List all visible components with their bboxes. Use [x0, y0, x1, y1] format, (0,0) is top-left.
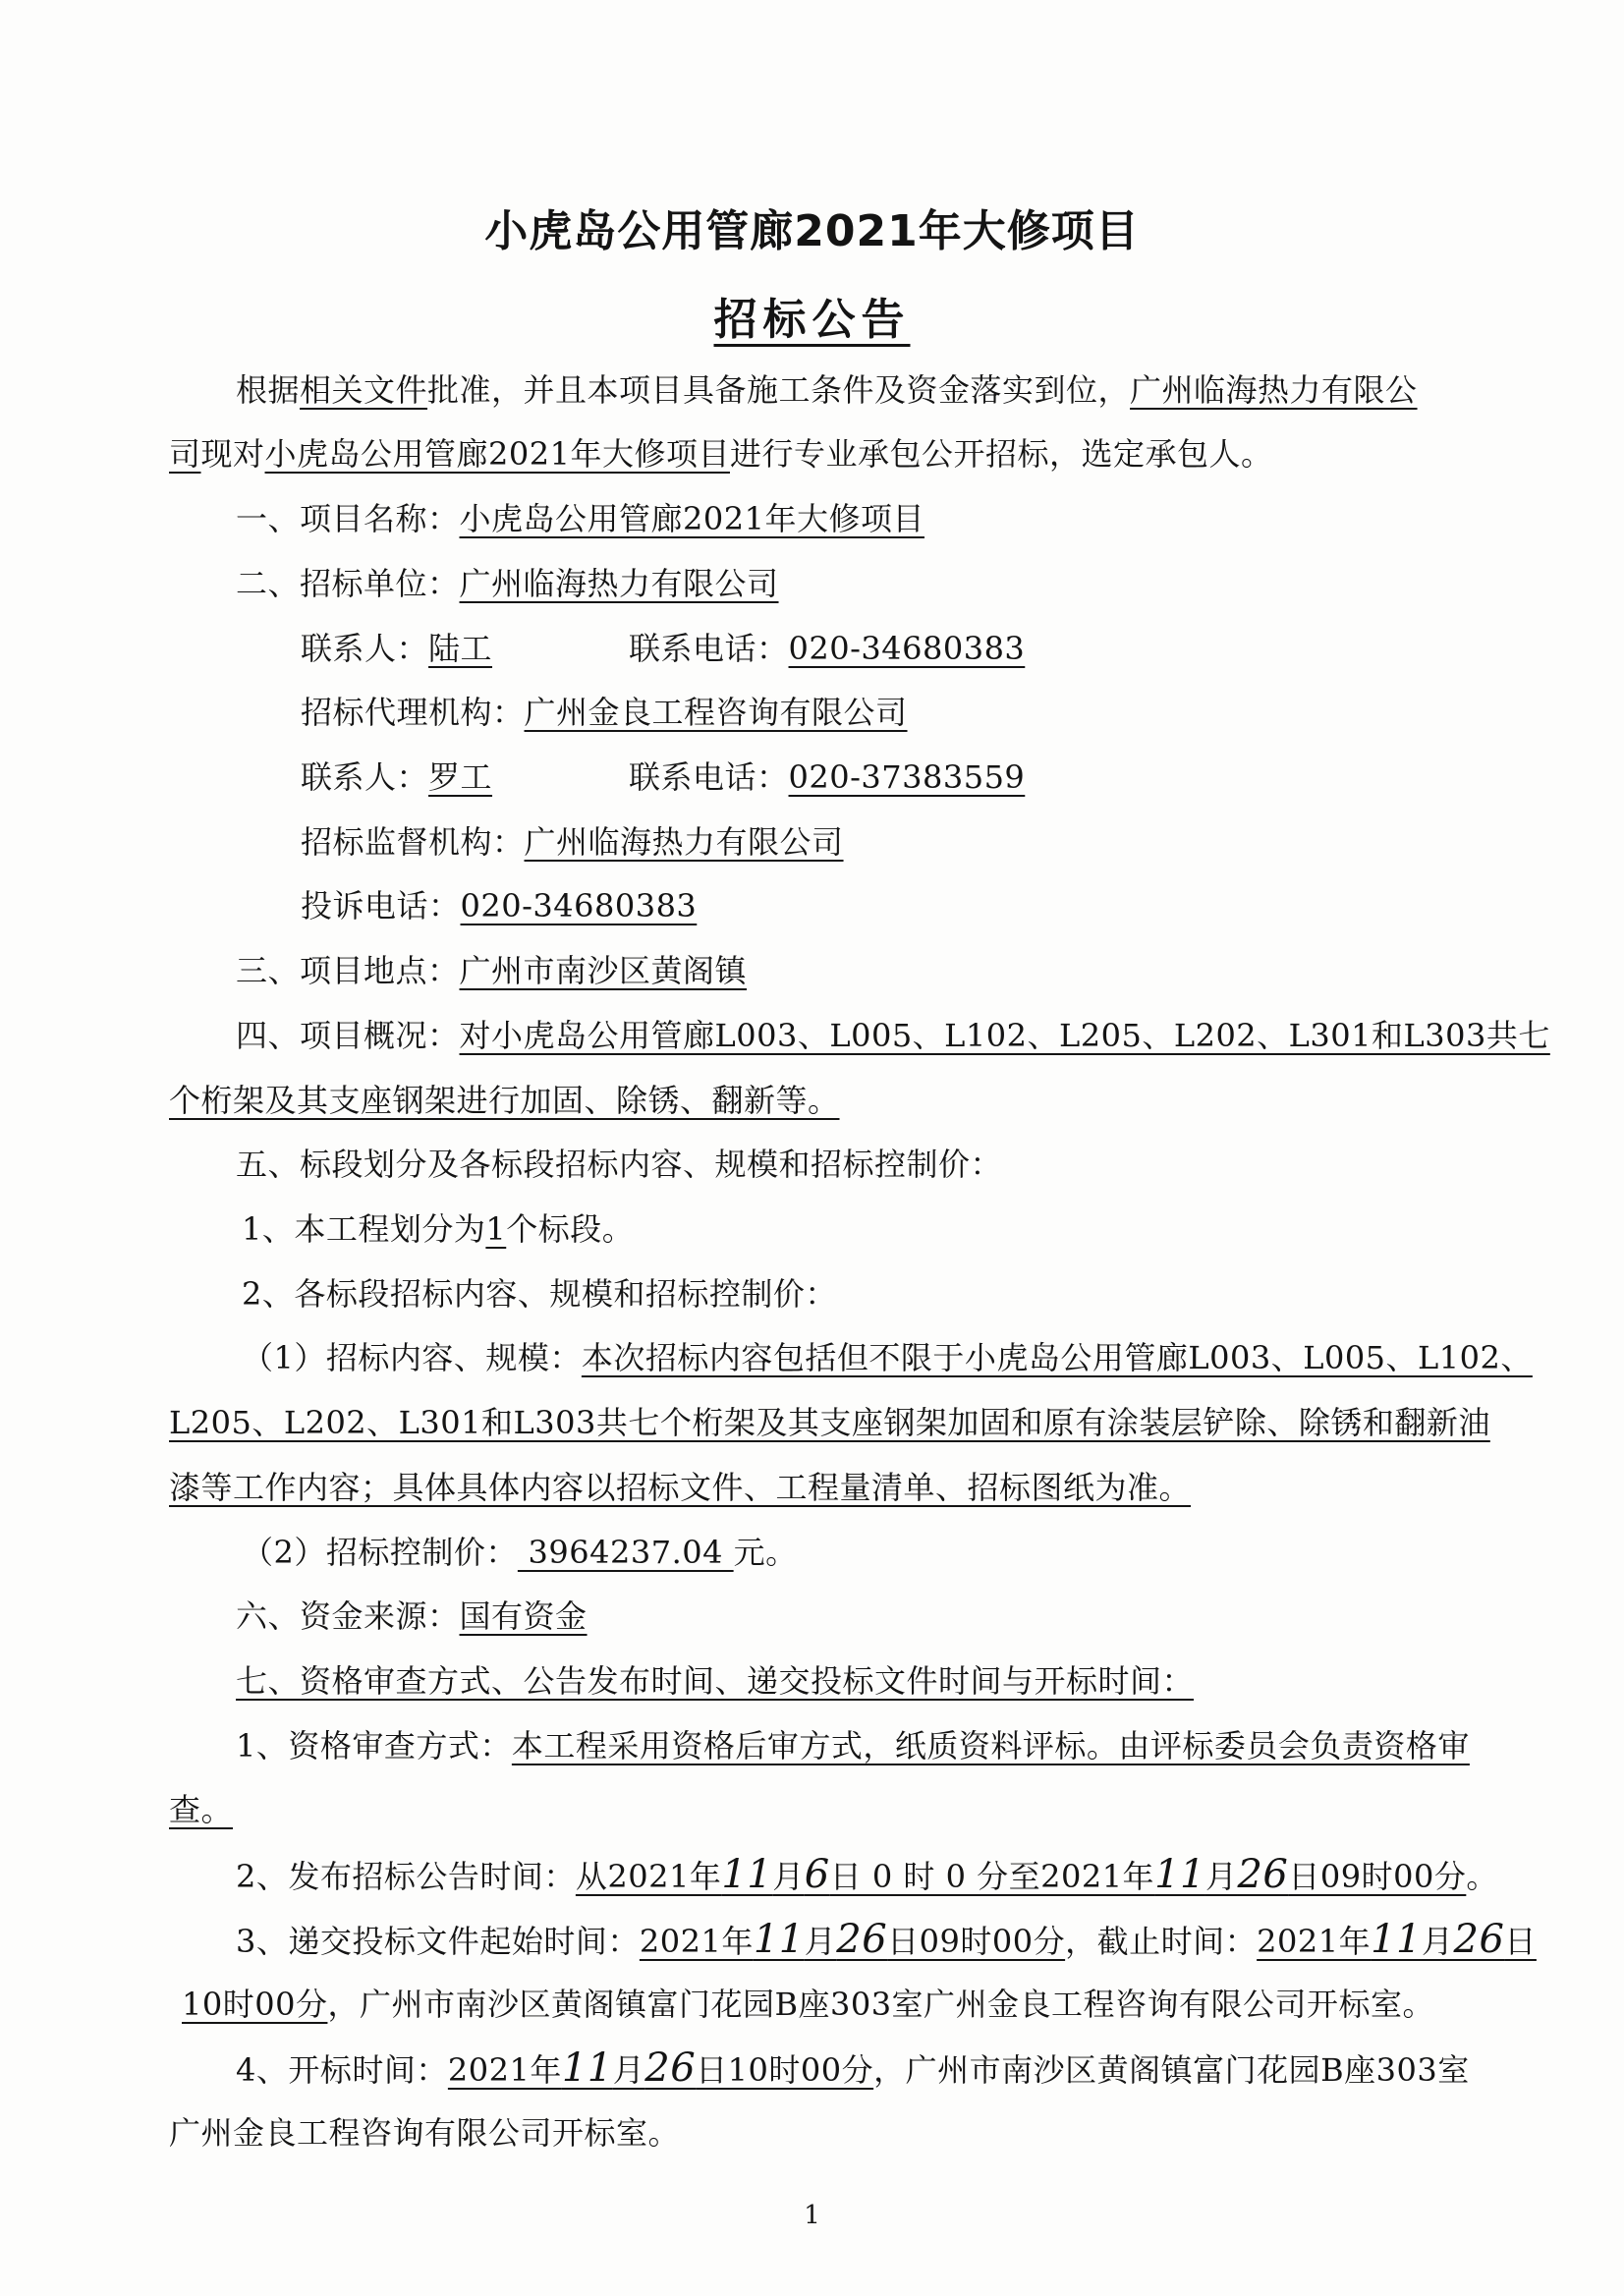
contact-person: 联系人：陆工 [301, 630, 493, 667]
contact-phone: 联系电话：020-34680383 [629, 630, 1026, 667]
document-title: 小虎岛公用管廊2021年大修项目 [484, 206, 1140, 256]
qualification-review-line-2: 查。 [169, 1791, 234, 1828]
complaint-phone: 投诉电话：020-34680383 [301, 887, 698, 924]
project-location: 三、项目地点：广州市南沙区黄阁镇 [236, 952, 748, 989]
funding-source: 六、资金来源：国有资金 [236, 1597, 588, 1635]
intro-line-2: 司现对小虎岛公用管廊2021年大修项目进行专业承包公开招标，选定承包人。 [169, 435, 1273, 473]
qualification-review-line-1: 1、资格审查方式：本工程采用资格后审方式，纸质资料评标。由评标委员会负责资格审 [236, 1727, 1470, 1764]
bid-submission-line-2: 10时00分，广州市南沙区黄阁镇富门花园B座303室广州金良工程咨询有限公司开标室。 [182, 1986, 1435, 2023]
tender-agency: 招标代理机构：广州金良工程咨询有限公司 [301, 694, 908, 731]
project-overview-line-1: 四、项目概况：对小虎岛公用管廊L003、L005、L102、L205、L202、L301和L303共七 [236, 1017, 1550, 1054]
bid-opening-line-1: 4、开标时间：2021年11月26日10时00分，广州市南沙区黄阁镇富门花园B座303室 [236, 2045, 1470, 2091]
project-name: 一、项目名称：小虎岛公用管廊2021年大修项目 [236, 500, 924, 537]
tender-unit: 二、招标单位：广州临海热力有限公司 [236, 565, 779, 602]
supervision-agency: 招标监督机构：广州临海热力有限公司 [301, 823, 844, 861]
bid-opening-line-2: 广州金良工程咨询有限公司开标室。 [169, 2114, 681, 2152]
bid-submission-line-1: 3、递交投标文件起始时间：2021年11月26日09时00分，截止时间：2021年11月26日 [236, 1917, 1537, 1962]
section-7-heading: 七、资格审查方式、公告发布时间、递交投标文件时间与开标时间： [236, 1662, 1195, 1700]
tender-control-price: （2）招标控制价： 3964237.04 元。 [242, 1534, 798, 1571]
section-5-item-2: 2、各标段招标内容、规模和招标控制价： [242, 1275, 837, 1313]
intro-line-1: 根据相关文件批准，并且本项目具备施工条件及资金落实到位，广州临海热力有限公 [236, 371, 1418, 409]
agency-contact-person: 联系人：罗工 [301, 758, 493, 796]
section-5-item-1: 1、本工程划分为1个标段。 [242, 1210, 635, 1248]
tender-scope-line-3: 漆等工作内容；具体具体内容以招标文件、工程量清单、招标图纸为准。 [169, 1469, 1192, 1506]
document-subtitle: 招标公告 [713, 295, 911, 345]
tender-scope-line-1: （1）招标内容、规模：本次招标内容包括但不限于小虎岛公用管廊L003、L005、L102、 [242, 1339, 1533, 1376]
page-number: 1 [804, 2201, 820, 2230]
section-5-heading: 五、标段划分及各标段招标内容、规模和招标控制价： [236, 1146, 1003, 1183]
project-overview-line-2: 个桁架及其支座钢架进行加固、除锈、翻新等。 [169, 1082, 840, 1119]
tender-scope-line-2: L205、L202、L301和L303共七个桁架及其支座钢架加固和原有涂装层铲除、除锈和翻新油 [169, 1404, 1490, 1441]
agency-contact-phone: 联系电话：020-37383559 [629, 758, 1026, 796]
announcement-period: 2、发布招标公告时间：从2021年11月6日 0 时 0 分至2021年11月26日09时00分。 [236, 1852, 1498, 1897]
